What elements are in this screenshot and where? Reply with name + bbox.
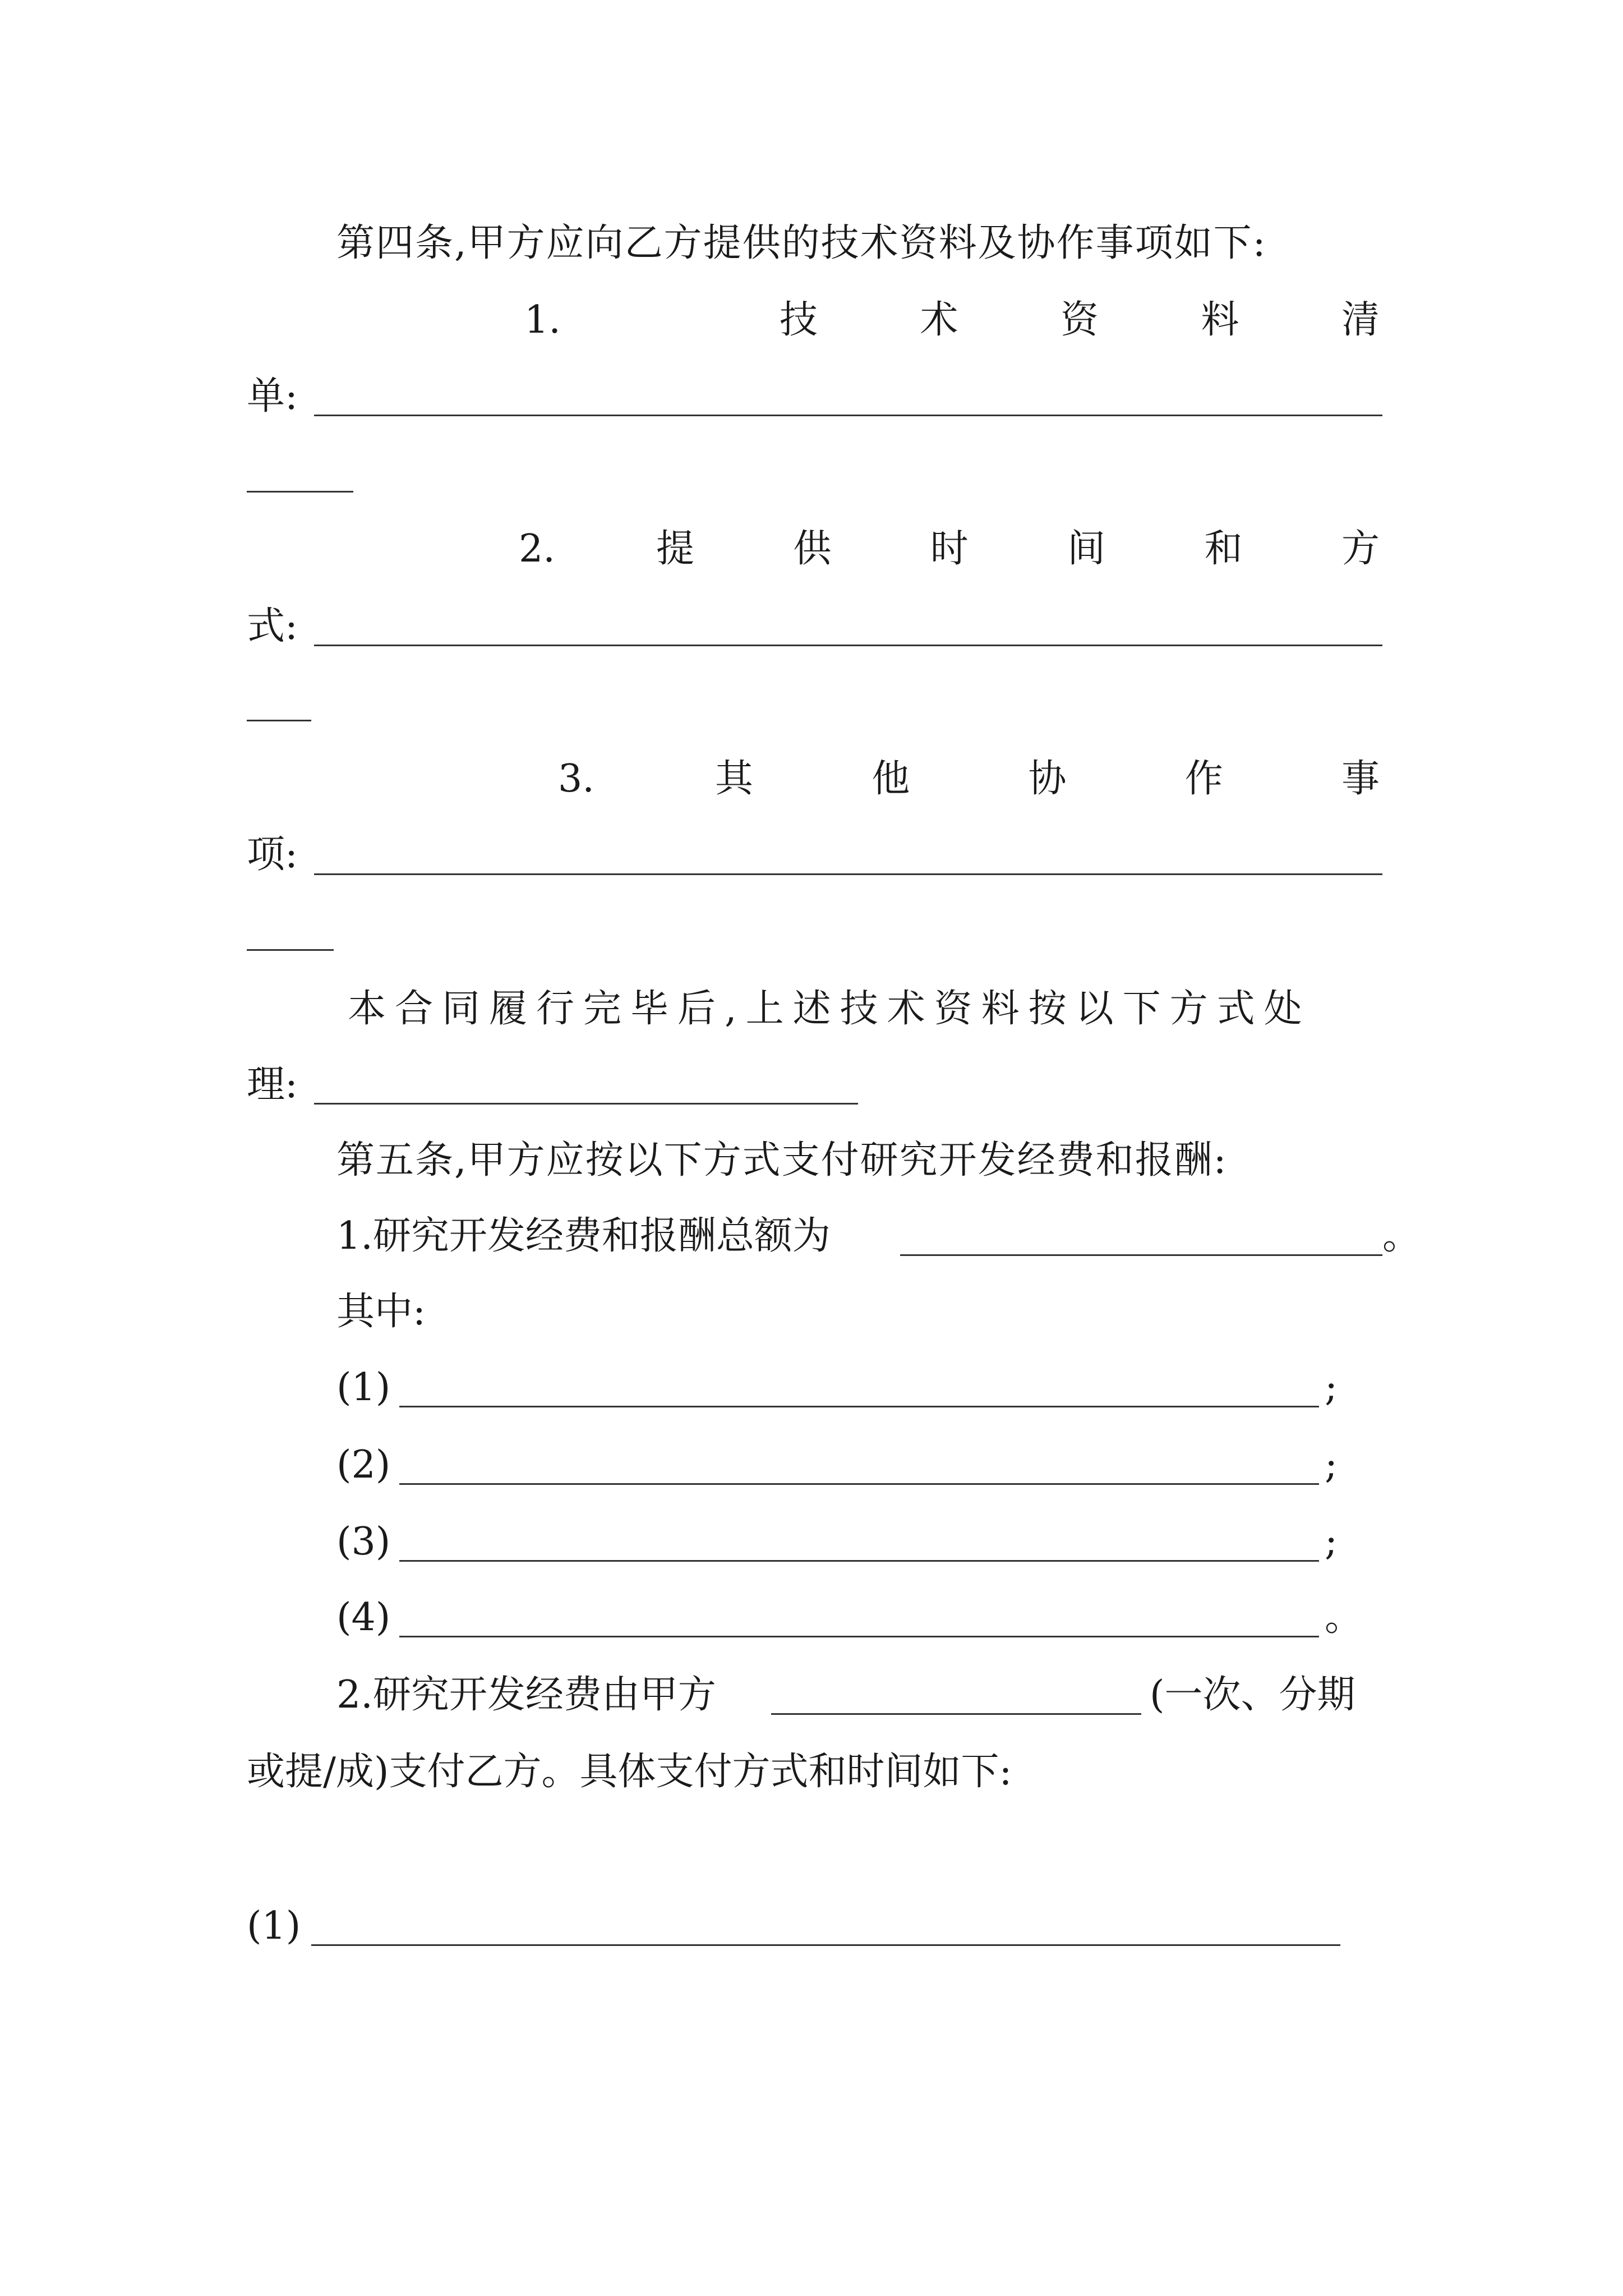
item2-char: 提: [656, 527, 695, 571]
subitem-blank[interactable]: [399, 1483, 1319, 1485]
item2-blank-continued[interactable]: [247, 720, 311, 721]
total-amount-label: 1.研究开发经费和报酬总额为: [336, 1214, 831, 1258]
subitem-end: ;: [1325, 1520, 1338, 1564]
item3-label: 项:: [247, 832, 298, 877]
subitem-end: ;: [1325, 1365, 1338, 1410]
item2-spread-text: [656, 527, 1380, 571]
item2-char: 时: [930, 527, 969, 571]
item1-blank[interactable]: [314, 415, 1382, 416]
subitem-label: (2): [336, 1443, 391, 1487]
item2-number: 2.: [519, 527, 555, 571]
item1-number: 1.: [524, 298, 561, 342]
schedule-item-blank[interactable]: [311, 1944, 1340, 1946]
subitem-blank[interactable]: [399, 1406, 1319, 1407]
subitem-label: (4): [336, 1595, 391, 1640]
article5-heading: 第五条,甲方应按以下方式支付研究开发经费和报酬:: [336, 1138, 1228, 1182]
subitem-blank[interactable]: [399, 1636, 1319, 1637]
payment-method-blank[interactable]: [771, 1713, 1141, 1715]
item1-char: 料: [1201, 298, 1239, 342]
item1-char: 技: [780, 298, 818, 342]
item2-char: 供: [793, 527, 832, 571]
total-amount-blank[interactable]: [900, 1254, 1382, 1256]
item2-label: 式:: [247, 604, 298, 648]
item3-blank[interactable]: [314, 873, 1382, 875]
disposal-text: 本合同履行完毕后,上述技术资料按以下方式处: [348, 987, 1311, 1031]
subitem-end: ;: [1325, 1443, 1338, 1487]
disposal-label: 理:: [247, 1062, 298, 1107]
item3-char: 其: [715, 757, 754, 801]
schedule-item-label: (1): [247, 1904, 301, 1948]
item1-label: 单:: [247, 374, 298, 418]
subitem-label: (3): [336, 1520, 391, 1564]
item2-char: 和: [1204, 527, 1243, 571]
subitem-label: (1): [336, 1365, 391, 1410]
item1-char: 清: [1341, 298, 1380, 342]
subitem-end: 。: [1325, 1595, 1363, 1640]
item3-char: 他: [872, 757, 910, 801]
item3-char: 协: [1028, 757, 1067, 801]
item3-char: 作: [1184, 757, 1223, 801]
payment-line2: 或提/成)支付乙方。具体支付方式和时间如下:: [247, 1750, 1012, 1794]
item1-blank-continued[interactable]: [247, 491, 353, 493]
payment-label: 2.研究开发经费由甲方: [336, 1673, 716, 1717]
item3-blank-continued[interactable]: [247, 949, 334, 951]
total-amount-end: 。: [1382, 1214, 1421, 1258]
item2-char: 方: [1341, 527, 1380, 571]
item1-spread-text: [780, 298, 1380, 342]
item2-char: 间: [1067, 527, 1106, 571]
among-label: 其中:: [336, 1290, 426, 1334]
disposal-blank[interactable]: [314, 1103, 858, 1105]
item3-number: 3.: [558, 757, 594, 801]
subitem-blank[interactable]: [399, 1560, 1319, 1562]
item3-spread-text: [715, 757, 1380, 801]
item1-char: 资: [1060, 298, 1099, 342]
item2-blank[interactable]: [314, 645, 1382, 646]
item3-char: 事: [1341, 757, 1380, 801]
item1-char: 术: [920, 298, 958, 342]
article4-heading: 第四条,甲方应向乙方提供的技术资料及协作事项如下:: [336, 221, 1267, 265]
payment-options: (一次、分期: [1150, 1673, 1355, 1717]
